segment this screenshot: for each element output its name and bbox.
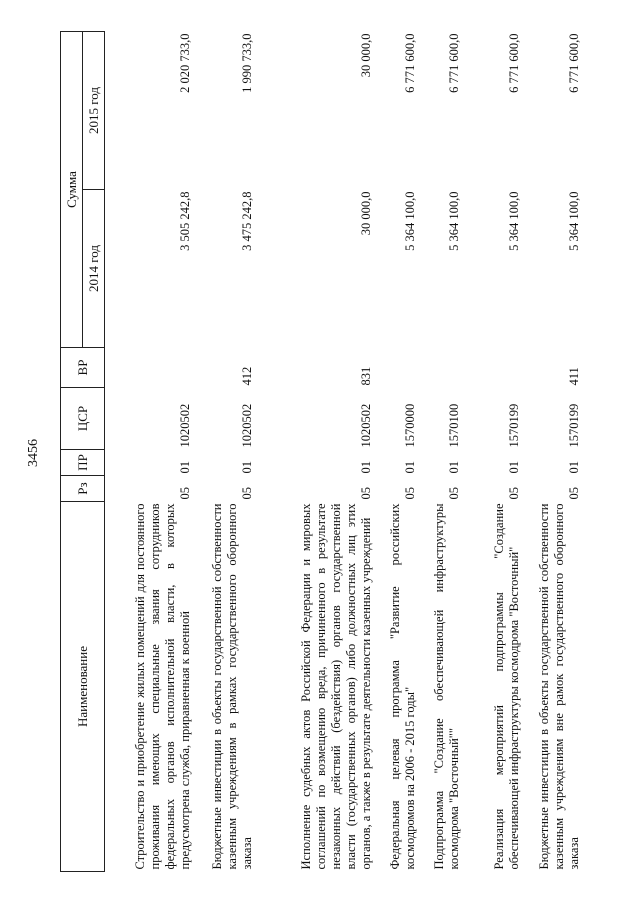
header-row [61,32,83,872]
row-amount-2015: 6 771 600,0 [446,33,461,93]
row-rz: 05 [239,487,254,500]
table-row [522,32,582,872]
row-vr [374,348,418,388]
header-name: Наименование [61,502,105,872]
row-name: Исполнение судебных актов Российской Федерации и мировых соглашений по возмещению вреда, причиненного в результате незаконных действий (бездействия) органов государственной власти (государственных органов) либо должностных лиц этих органов, а также в результате деятельности казенных учреждений [298,503,373,870]
row-amount-2014: 5 364 100,0 [402,191,417,251]
row-csr: 1020502 [177,403,192,448]
row-name: Бюджетные инвестиции в объекты государственной собственности казенным учреждениям вне рамок государственного оборонного заказа [536,503,581,870]
row-amount-2015: 30 000,0 [358,33,373,78]
row-vr [462,348,522,388]
row-vr: 411 [566,367,581,386]
table-row [255,32,374,872]
row-amount-2014: 30 000,0 [358,191,373,236]
row-vr: 412 [239,366,254,386]
row-name: Строительство и приобретение жилых помещений для постоянного проживания имеющих специальные звания сотрудников федеральных органов исполнительной власти, в которых предусмотрена служба, приравненная к военной [132,503,192,870]
table-row [105,32,193,872]
row-csr: 1570199 [566,403,581,448]
row-amount-2014: 3 475 242,8 [239,191,254,251]
header-pr: ПР [61,450,105,476]
row-csr: 1570199 [506,403,521,448]
row-csr: 1570100 [446,403,461,448]
row-pr: 01 [506,461,521,474]
row-vr [418,348,462,388]
header-2014: 2014 год [83,190,105,348]
table-row [374,32,418,872]
row-pr: 01 [239,461,254,474]
header-sum: Сумма [61,32,83,348]
table-row [193,32,255,872]
row-amount-2014: 5 364 100,0 [566,191,581,251]
row-name: Федеральная целевая программа "Развитие российских космодромов на 2006 - 2015 годы" [387,503,417,870]
page-number: 3456 [26,439,41,467]
row-rz: 05 [566,487,581,500]
row-vr [105,348,193,388]
row-vr: 831 [358,366,373,386]
row-name: Бюджетные инвестиции в объекты государственной собственности казенным учреждениям в рамках государственного оборонного заказа [209,503,254,870]
row-amount-2014: 3 505 242,8 [177,191,192,251]
row-amount-2014: 5 364 100,0 [506,191,521,251]
row-rz: 05 [402,487,417,500]
row-pr: 01 [566,461,581,474]
row-amount-2015: 2 020 733,0 [177,33,192,93]
header-2015: 2015 год [83,32,105,190]
header-rz: Рз [61,476,105,502]
row-amount-2015: 6 771 600,0 [566,33,581,93]
table-row [462,32,522,872]
row-rz: 05 [506,487,521,500]
row-name: Подпрограмма "Создание обеспечивающей инфраструктуры космодрома "Восточный"" [431,503,461,870]
table-row [418,32,462,872]
row-rz: 05 [358,487,373,500]
row-amount-2014: 5 364 100,0 [446,191,461,251]
row-name: Реализация мероприятий подпрограммы "Создание обеспечивающей инфраструктуры космодрома "Восточный" [491,503,521,870]
row-rz: 05 [446,487,461,500]
row-pr: 01 [358,461,373,474]
row-pr: 01 [402,461,417,474]
row-csr: 1570000 [402,403,417,448]
header-csr: ЦСР [61,388,105,450]
budget-table [60,31,582,872]
row-amount-2015: 1 990 733,0 [239,33,254,93]
table-body [105,32,582,872]
row-pr: 01 [446,461,461,474]
row-csr: 1020502 [239,403,254,448]
row-amount-2015: 6 771 600,0 [402,33,417,93]
row-amount-2015: 6 771 600,0 [506,33,521,93]
row-csr: 1020502 [358,403,373,448]
row-pr: 01 [177,461,192,474]
row-rz: 05 [177,487,192,500]
header-vr: ВР [61,348,105,388]
